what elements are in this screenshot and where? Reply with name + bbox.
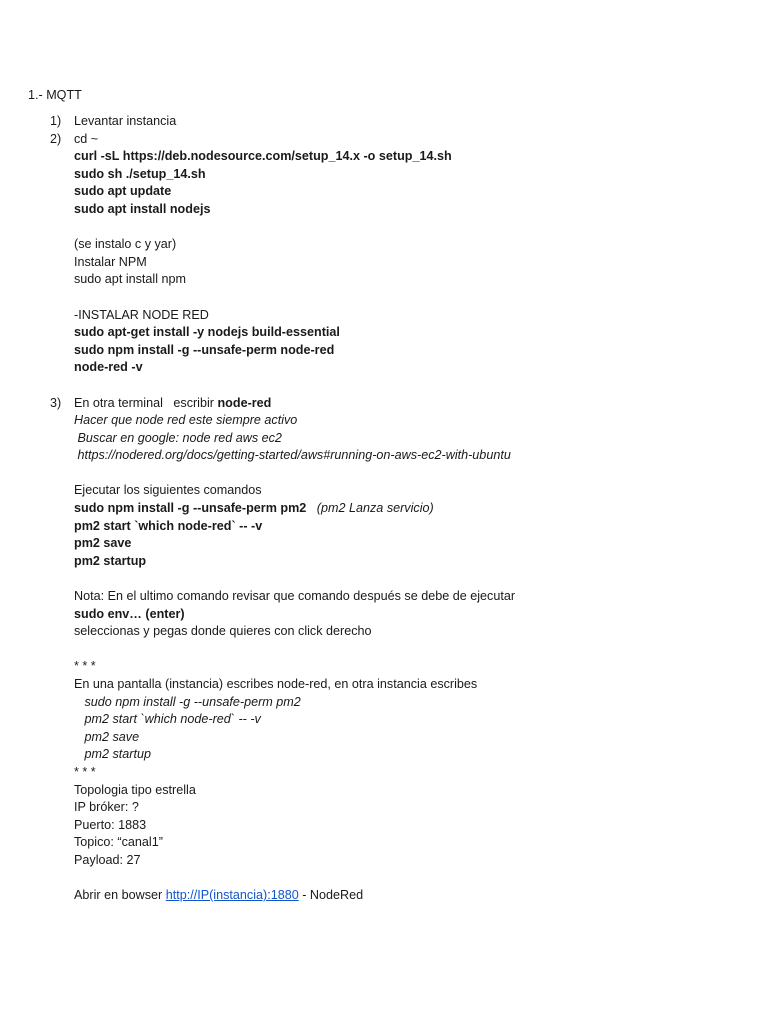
italic-note: Buscar en google: node red aws ec2 xyxy=(74,430,282,445)
separator-stars: * * * xyxy=(74,659,96,674)
note-line: Nota: En el ultimo comando revisar que comando después se debe de ejecutar xyxy=(74,589,516,604)
exec-label: Ejecutar los siguientes comandos xyxy=(74,483,262,498)
italic-url-note: https://nodered.org/docs/getting-started/aws#running-on-aws-ec2-with-ubuntu xyxy=(74,448,511,463)
blank-line xyxy=(74,870,768,888)
blank-line xyxy=(74,377,768,395)
command-line: cd ~ xyxy=(74,131,99,146)
open-browser-line xyxy=(74,887,768,905)
instruction-command: node-red xyxy=(217,395,272,410)
blank-line xyxy=(74,465,768,483)
broker-ip-line: IP bróker: ? xyxy=(74,800,139,815)
command-line: pm2 startup xyxy=(74,553,147,568)
instruction-text: En otra terminal escribir xyxy=(74,395,218,410)
section-heading: 1.- MQTT xyxy=(28,88,82,102)
instruction-line xyxy=(74,395,768,413)
command-line: sudo sh ./setup_14.sh xyxy=(74,166,206,181)
list-item-content xyxy=(74,113,768,131)
note-line: seleccionas y pegas donde quieres con click derecho xyxy=(74,624,372,639)
open-browser-suffix: - NodeRed xyxy=(298,888,364,903)
blank-line xyxy=(74,219,768,237)
nodered-url-link[interactable]: http://IP(instancia):1880 xyxy=(165,888,299,903)
italic-note: Hacer que node red este siempre activo xyxy=(74,413,298,428)
exec-command: sudo npm install -g --unsafe-perm pm2 xyxy=(74,501,307,516)
italic-command: sudo npm install -g --unsafe-perm pm2 xyxy=(74,694,301,709)
command-line: node-red -v xyxy=(74,360,143,375)
blank-line xyxy=(74,289,768,307)
list-item-1 xyxy=(0,113,768,131)
note-line: En una pantalla (instancia) escribes node-red, en otra instancia escribes xyxy=(74,677,478,691)
command-line: sudo apt install npm xyxy=(74,272,187,287)
list-item-number: 1) xyxy=(50,114,62,128)
step-text: Levantar instancia xyxy=(74,114,177,128)
command-line: sudo npm install -g --unsafe-perm node-red xyxy=(74,342,335,357)
note-line: Instalar NPM xyxy=(74,254,147,269)
list-item-content xyxy=(74,131,768,395)
italic-command: pm2 startup xyxy=(74,747,151,762)
subheading-line: -INSTALAR NODE RED xyxy=(74,307,209,322)
separator-stars: * * * xyxy=(74,764,96,779)
topic-line: Topico: “canal1” xyxy=(74,835,163,850)
command-line: sudo env… (enter) xyxy=(74,606,185,621)
open-browser-prefix: Abrir en bowser xyxy=(74,888,166,903)
italic-command: pm2 save xyxy=(74,729,140,744)
exec-note: (pm2 Lanza servicio) xyxy=(306,501,434,516)
italic-command: pm2 start `which node-red` -- -v xyxy=(74,712,261,727)
topology-line: Topologia tipo estrella xyxy=(74,782,196,797)
command-line: sudo apt-get install -y nodejs build-essential xyxy=(74,325,340,340)
command-line: pm2 save xyxy=(74,536,132,551)
blank-line xyxy=(74,641,768,659)
exec-command-line xyxy=(74,500,768,518)
command-line: curl -sL https://deb.nodesource.com/setup_14.x -o setup_14.sh xyxy=(74,149,452,164)
command-line: sudo apt install nodejs xyxy=(74,201,211,216)
numbered-list xyxy=(0,113,768,905)
command-line: sudo apt update xyxy=(74,184,172,199)
note-line: (se instalo c y yar) xyxy=(74,237,177,252)
payload-line: Payload: 27 xyxy=(74,852,141,867)
command-line: pm2 start `which node-red` -- -v xyxy=(74,518,263,533)
list-item-content xyxy=(74,395,768,905)
list-item-3 xyxy=(0,395,768,905)
list-item-number: 3) xyxy=(50,395,62,410)
list-item-2 xyxy=(0,131,768,395)
port-line: Puerto: 1883 xyxy=(74,817,147,832)
list-item-number: 2) xyxy=(50,131,62,146)
blank-line xyxy=(74,570,768,588)
